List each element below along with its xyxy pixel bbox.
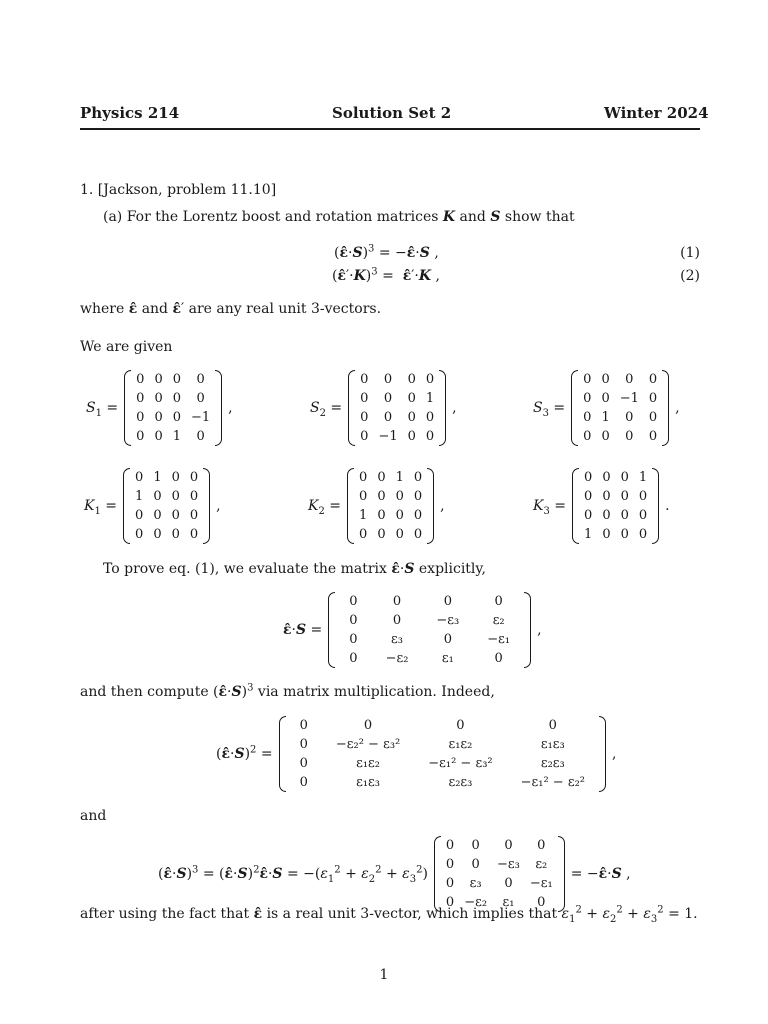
right-paren (558, 836, 565, 912)
matrix-K1 (123, 468, 210, 544)
matrix-cell: 0 (377, 470, 386, 485)
matrix-cell: 0 (601, 429, 610, 444)
matrix-cell: −ε₂² − ε₃² (335, 737, 401, 752)
matrix-cell: 0 (383, 410, 393, 425)
problem-heading: 1. [Jackson, problem 11.10] (80, 182, 277, 198)
matrix-row (130, 468, 203, 487)
matrix-S1-row: $S_1$ = 0 0 0 0 0 0 0 0 0 0 0 −1 0 0 1 0 , (86, 372, 233, 444)
matrix-body (131, 370, 215, 446)
matrix-cell: 0 (407, 391, 416, 406)
matrix-cell: 0 (583, 372, 592, 387)
matrix-cell: 0 (383, 372, 393, 387)
matrix-cell: 0 (171, 489, 180, 504)
matrix-cell: 0 (638, 508, 648, 523)
matrix-cell: 0 (377, 527, 386, 542)
matrix-cell: 0 (136, 429, 145, 444)
header-title: Solution Set 2 (332, 104, 452, 122)
matrix-cell: 0 (349, 594, 358, 609)
matrix-body (579, 468, 652, 544)
matrix-row (354, 506, 427, 525)
matrix-cell: 0 (445, 895, 455, 910)
right-paren (524, 592, 531, 668)
matrix-cell: 0 (135, 508, 144, 523)
matrix-row (355, 408, 439, 427)
matrix-row (355, 427, 439, 446)
matrix-cell: 0 (299, 718, 308, 733)
left-paren (279, 716, 286, 792)
and-text: and (80, 808, 107, 824)
matrix-row (579, 487, 652, 506)
matrix-K3 (572, 468, 659, 544)
matrix-cell: 0 (413, 527, 423, 542)
matrix-cell: 0 (135, 470, 144, 485)
matrix-row (335, 630, 524, 649)
matrix-cell: 0 (494, 651, 503, 666)
matrix-cell: −ε₃ (436, 613, 460, 628)
matrix-cell: −1 (378, 429, 398, 444)
matrix-body (578, 370, 662, 446)
matrix-cell: 0 (135, 527, 144, 542)
matrix-cell: 0 (625, 429, 634, 444)
matrix-row (286, 773, 599, 792)
part-a-statement: (a) For the Lorentz boost and rotation matrices K and S show that (103, 209, 575, 225)
compute-text: and then compute (ε̂·S)$^3$ via matrix multiplication. Indeed, (80, 682, 495, 700)
matrix-cell: 0 (189, 489, 199, 504)
matrix-cell: 0 (648, 391, 658, 406)
matrix-cell: 0 (638, 527, 648, 542)
matrix-cell: 0 (189, 470, 199, 485)
left-paren (347, 468, 354, 544)
matrix-cell: 0 (171, 470, 180, 485)
right-paren (203, 468, 210, 544)
matrix-cell: 0 (377, 508, 386, 523)
header-rule (80, 128, 700, 130)
matrix-cell: 0 (299, 737, 308, 752)
matrix-cell: 0 (154, 372, 163, 387)
matrix-cell: −ε₁² − ε₂² (520, 775, 585, 790)
matrix-cell: −1 (619, 391, 639, 406)
matrix-cell: ε₁ε₂ (356, 756, 381, 771)
matrix-K2-row: $K_2$ = 0 0 1 0 0 0 0 0 1 0 0 0 0 0 0 0 , (308, 470, 445, 542)
matrix-cell: 0 (395, 489, 404, 504)
matrix-cell: 0 (443, 632, 452, 647)
equation-2: (ε̂′·K)$^3$ = ε̂′·K , (332, 266, 440, 284)
matrix-row (578, 389, 662, 408)
matrix-cell: 0 (583, 429, 592, 444)
matrix-cell: 0 (445, 838, 455, 853)
matrix-S2-row: $S_2$ = 0 0 0 0 0 0 0 1 0 0 0 0 0 −1 0 0 , (310, 372, 457, 444)
matrix-cell: 0 (602, 527, 611, 542)
matrix-cell: 0 (392, 594, 402, 609)
matrix-cell: ε₂ε₃ (448, 775, 473, 790)
matrix-cell: 0 (360, 391, 369, 406)
matrix-cell: 0 (456, 718, 465, 733)
page-number: 1 (379, 967, 389, 983)
matrix-eS3-row: (ε̂·S)$^3$ = (ε̂·S)$^2$ε̂·S = $-(\varepsilon_1^2 + \varepsilon_2^2 + \varepsilon_3^2)$ 0 0 0 0 0 0 −ε₃ ε₂ 0 ε₃ 0 −ε₁ 0 −ε₂ ε₁ 0 = −ε̂·S , (158, 838, 631, 910)
matrix-cell: 0 (602, 470, 611, 485)
matrix-cell: −ε₁ (487, 632, 511, 647)
matrix-row (286, 754, 599, 773)
matrix-cell: 0 (172, 391, 181, 406)
prove-text: To prove eq. (1), we evaluate the matrix ε̂·S explicitly, (103, 561, 486, 577)
matrix-row (131, 370, 215, 389)
matrix-cell: 0 (136, 372, 145, 387)
matrix-cell: 0 (443, 594, 452, 609)
matrix-cell: ε₁ε₃ (356, 775, 381, 790)
matrix-cell: 0 (494, 594, 503, 609)
matrix-row (354, 487, 427, 506)
matrix-cell: 0 (196, 372, 205, 387)
matrix-cell: ε₃ (469, 876, 482, 891)
matrix-row (354, 468, 427, 487)
matrix-body (354, 468, 427, 544)
matrix-cell: 0 (413, 489, 423, 504)
matrix-cell: 0 (136, 410, 145, 425)
matrix-body (335, 592, 524, 668)
matrix-cell: 0 (349, 651, 358, 666)
matrix-cell: 0 (471, 838, 480, 853)
matrix-row (579, 506, 652, 525)
matrix-cell: 0 (359, 470, 368, 485)
matrix-row (286, 716, 599, 735)
matrix-cell: 0 (154, 429, 163, 444)
matrix-cell: ε₂ (535, 857, 548, 872)
matrix-cell: 0 (349, 632, 358, 647)
matrix-cell: 1 (395, 470, 404, 485)
matrix-cell: 0 (153, 527, 162, 542)
matrix-eS (328, 592, 531, 668)
matrix-cell: 0 (425, 429, 435, 444)
header-term: Winter 2024 (604, 104, 709, 122)
matrix-K3-row: $K_3$ = 0 0 0 1 0 0 0 0 0 0 0 0 1 0 0 0 . (533, 470, 670, 542)
matrix-cell: 0 (471, 857, 480, 872)
header-course: Physics 214 (80, 104, 180, 122)
matrix-cell: 1 (425, 391, 435, 406)
matrix-cell: 0 (154, 391, 163, 406)
matrix-cell: 0 (584, 508, 593, 523)
matrix-cell: 0 (395, 508, 404, 523)
matrix-cell: 0 (377, 489, 386, 504)
matrix-cell: ε₁ε₃ (540, 737, 565, 752)
matrix-row (130, 525, 203, 544)
left-paren (571, 370, 578, 446)
matrix-cell: 0 (392, 613, 402, 628)
equation-2-number: (2) (680, 268, 700, 284)
matrix-cell: 0 (584, 470, 593, 485)
matrix-cell: 1 (135, 489, 144, 504)
matrix-S3-row: $S_3$ = 0 0 0 0 0 0 −1 0 0 1 0 0 0 0 0 0 , (533, 372, 680, 444)
matrix-cell: 0 (172, 372, 181, 387)
matrix-cell: 0 (638, 489, 648, 504)
matrix-row (441, 836, 558, 855)
matrix-cell: 0 (299, 756, 308, 771)
matrix-cell: 0 (648, 410, 658, 425)
matrix-row (579, 525, 652, 544)
matrix-S1 (124, 370, 222, 446)
matrix-cell: 0 (299, 775, 308, 790)
matrix-cell: −ε₂ (385, 651, 409, 666)
matrix-cell: 0 (171, 508, 180, 523)
matrix-cell: −ε₁² − ε₃² (428, 756, 493, 771)
matrix-row (578, 427, 662, 446)
matrix-cell: 0 (383, 391, 393, 406)
matrix-cell: 0 (171, 527, 180, 542)
matrix-cell: 0 (583, 391, 592, 406)
left-paren (124, 370, 131, 446)
matrix-cell: ε₃ (391, 632, 403, 647)
matrix-cell: 0 (349, 613, 358, 628)
matrix-cell: 0 (504, 876, 513, 891)
matrix-row (335, 592, 524, 611)
matrix-cell: 1 (584, 527, 593, 542)
matrix-row (354, 525, 427, 544)
matrix-cell: 1 (359, 508, 368, 523)
matrix-eS3 (434, 836, 565, 912)
right-paren (215, 370, 222, 446)
matrix-row (578, 370, 662, 389)
matrix-row (131, 408, 215, 427)
matrix-cell: 0 (620, 527, 629, 542)
matrix-cell: 0 (620, 470, 629, 485)
matrix-cell: 0 (537, 895, 546, 910)
matrix-cell: 0 (601, 391, 610, 406)
left-paren (434, 836, 441, 912)
matrix-cell: 0 (359, 527, 368, 542)
matrix-cell: 1 (172, 429, 181, 444)
matrix-row (355, 389, 439, 408)
matrix-body (130, 468, 203, 544)
matrix-cell: 0 (360, 429, 369, 444)
given-text: We are given (80, 339, 173, 355)
matrix-cell: 0 (445, 857, 455, 872)
matrix-cell: ε₁ (502, 895, 515, 910)
matrix-cell: 0 (360, 410, 369, 425)
matrix-cell: 0 (620, 508, 629, 523)
right-paren (652, 468, 659, 544)
matrix-cell: 0 (625, 410, 634, 425)
matrix-row (130, 487, 203, 506)
matrix-S2 (348, 370, 446, 446)
matrix-cell: 0 (548, 718, 557, 733)
matrix-cell: ε₂ε₃ (540, 756, 565, 771)
matrix-K1-row: $K_1$ = 0 1 0 0 1 0 0 0 0 0 0 0 0 0 0 0 , (84, 470, 221, 542)
matrix-cell: 0 (395, 527, 404, 542)
left-paren (348, 370, 355, 446)
matrix-body (286, 716, 599, 792)
matrix-cell: 1 (153, 470, 162, 485)
matrix-cell: 0 (154, 410, 163, 425)
matrix-cell: ε₁ (441, 651, 454, 666)
matrix-cell: 0 (620, 489, 629, 504)
equation-1-number: (1) (680, 245, 700, 261)
matrix-cell: 0 (172, 410, 181, 425)
matrix-cell: 0 (601, 372, 610, 387)
matrix-cell: ε₂ (492, 613, 505, 628)
matrix-eS-row: ε̂·S = 0 0 0 0 0 0 −ε₃ ε₂ 0 ε₃ 0 −ε₁ 0 −ε₂ ε₁ 0 , (283, 594, 542, 666)
right-paren (662, 370, 669, 446)
matrix-cell: 0 (648, 429, 658, 444)
matrix-K2 (347, 468, 434, 544)
matrix-row (335, 649, 524, 668)
matrix-cell: ε₁ε₂ (448, 737, 473, 752)
matrix-cell: 0 (425, 410, 435, 425)
matrix-eS2-row: (ε̂·S)$^2$ = 0 0 0 0 0 −ε₂² − ε₃² ε₁ε₂ ε₁ε₃ 0 ε₁ε₂ −ε₁² − ε₃² ε₂ε₃ 0 ε₁ε₃ ε₂ε₃ −ε₁² − ε₂² , (216, 718, 617, 790)
matrix-cell: 0 (413, 470, 423, 485)
matrix-cell: 0 (583, 410, 592, 425)
matrix-row (335, 611, 524, 630)
matrix-cell: 0 (648, 372, 658, 387)
right-paren (439, 370, 446, 446)
matrix-cell: 0 (360, 372, 369, 387)
matrix-cell: 0 (584, 489, 593, 504)
matrix-cell: 0 (189, 508, 199, 523)
left-paren (328, 592, 335, 668)
matrix-cell: 0 (136, 391, 145, 406)
matrix-cell: 0 (537, 838, 546, 853)
right-paren (427, 468, 434, 544)
left-paren (123, 468, 130, 544)
matrix-body (441, 836, 558, 912)
left-paren (572, 468, 579, 544)
matrix-row (441, 874, 558, 893)
matrix-row (579, 468, 652, 487)
matrix-cell: 0 (602, 508, 611, 523)
matrix-cell: 0 (602, 489, 611, 504)
matrix-row (441, 855, 558, 874)
matrix-cell: 0 (413, 508, 423, 523)
matrix-cell: 0 (153, 508, 162, 523)
matrix-row (578, 408, 662, 427)
matrix-cell: 0 (407, 410, 416, 425)
matrix-cell: 0 (407, 429, 416, 444)
matrix-cell: 0 (407, 372, 416, 387)
matrix-cell: 0 (625, 372, 634, 387)
matrix-cell: 0 (189, 527, 199, 542)
matrix-body (355, 370, 439, 446)
matrix-row (286, 735, 599, 754)
matrix-cell: −1 (191, 410, 211, 425)
matrix-row (130, 506, 203, 525)
matrix-row (131, 389, 215, 408)
matrix-cell: 1 (601, 410, 610, 425)
equation-1: (ε̂·S)$^3$ = −ε̂·S , (334, 243, 439, 261)
matrix-cell: 0 (445, 876, 455, 891)
matrix-row (131, 427, 215, 446)
matrix-cell: 0 (196, 391, 205, 406)
matrix-cell: 0 (363, 718, 373, 733)
matrix-cell: 0 (359, 489, 368, 504)
matrix-cell: −ε₂ (464, 895, 488, 910)
matrix-row (355, 370, 439, 389)
matrix-eS2 (279, 716, 606, 792)
final-text: after using the fact that ε̂ is a real unit 3-vector, which implies that $\varepsilon_1^2 + \varepsilon_2^2 + \varepsilon_3^2 = 1$. (80, 904, 698, 925)
matrix-S3 (571, 370, 669, 446)
where-text: where ε̂ and ε̂′ are any real unit 3-vectors. (80, 301, 382, 317)
matrix-cell: 0 (504, 838, 513, 853)
matrix-cell: −ε₁ (529, 876, 553, 891)
matrix-cell: −ε₃ (497, 857, 520, 872)
matrix-cell: 0 (196, 429, 205, 444)
right-paren (599, 716, 606, 792)
matrix-cell: 1 (638, 470, 648, 485)
matrix-cell: 0 (153, 489, 162, 504)
matrix-cell: 0 (425, 372, 435, 387)
